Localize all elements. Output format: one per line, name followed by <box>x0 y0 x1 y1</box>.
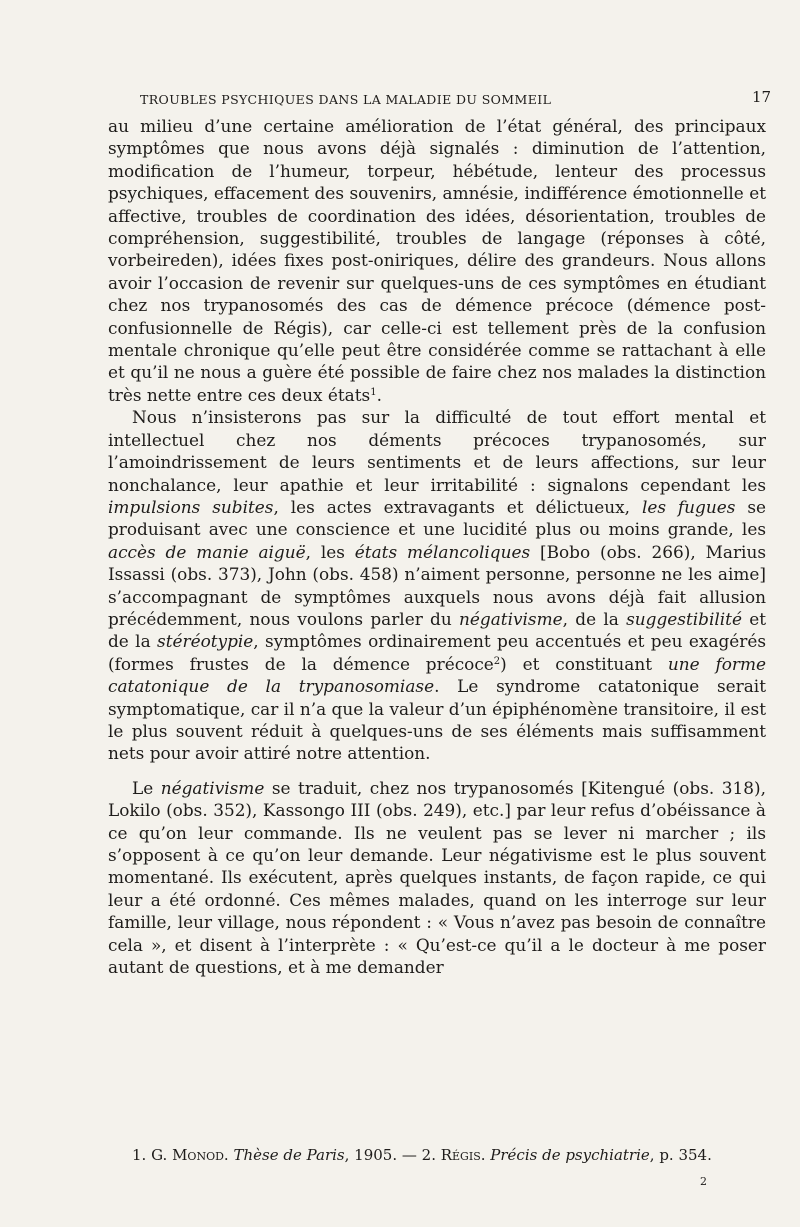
paragraph-2: Nous n’insisterons pas sur la difficulté de tout effort mental et intellectuel chez nos déments précoces trypanosomés, sur l’amoindrissement de leurs sentiments et de leurs affections, sur leur nonchalance, leur apathie et leur irritabilité : signalons cependant les impulsions subites, les actes extravagants et délictueux, les fugues se produisant avec une conscience et une lucidité plus ou moins grande, les accès de manie aiguë, les états mélancoliques [Bobo (obs. 266), Marius Issassi (obs. 373), John (obs. 458) n’aiment personne, personne ne les aime] s’accompagnant de symptômes auxquels nous avons déjà fait allusion précédemment, nous voulons parler du négativisme, de la suggestibilité et de la stéréotypie, symptômes ordinairement peu accentués et peu exagérés (formes frustes de la démence précoce$^2$) et constituant une forme catatonique de la trypanosomiase. Le syndrome catatonique serait symptomatique, car il n’a que la valeur d’un épiphénomène transitoire, il est le plus souvent réduit à quelques-uns de ses éléments mais suffisamment nets pour avoir attiré notre attention. <box>108 407 767 764</box>
paragraph-1: au milieu d’une certaine amélioration de l’état général, des principaux symptômes que nous avons déjà signalés : diminution de l’attention, modification de l’humeur, torpeur, hébétude, lenteur des processus psychiques, effacement des souvenirs, amnésie, indifférence émotionnelle et affective, troubles de coordination des idées, désorientation, troubles de compréhension, suggestibilité, troubles de langage (réponses à côté, vorbeireden), idées fixes post-oniriques, délire des grandeurs. Nous allons avoir l’occasion de revenir sur quelques-uns de ces symptômes en étudiant chez nos trypanosomés des cas de démence précoce (démence post-confusionnelle de Régis), car celle-ci est tellement près de la confusion mentale chronique qu’elle peut être considérée comme se rattachant à elle et qu’il ne nous a guère été possible de faire chez nos malades la distinction très nette entre ces deux états$^1$. <box>108 116 766 405</box>
signature-mark: 2 <box>700 1175 707 1188</box>
paragraph-3: Le négativisme se traduit, chez nos trypanosomés [Kitengué (obs. 318), Lokilo (obs. 352), Kassongo III (obs. 249), etc.] par leur refus d’obéissance à ce qu’on leur commande. Ils ne veulent pas se lever ni marcher ; ils s’opposent à ce qu’on leur demande. Leur négativisme est le plus souvent momentané. Ils exécutent, après quelques instants, de façon rapide, ce qui leur a été ordonné. Ces mêmes malades, quand on les interroge sur leur famille, leur village, nous répondent : « Vous n’avez pas besoin de connaître cela », et disent à l’interprète : « Qu’est-ce qu’il a le docteur à me poser autant de questions, et à me demander <box>108 777 766 978</box>
running-head: TROUBLES PSYCHIQUES DANS LA MALADIE DU SOMMEIL <box>140 92 552 107</box>
footnote-ref-2: 2 <box>493 655 501 667</box>
page-number: 17 <box>752 88 772 106</box>
footnote-ref-1: 1 <box>370 386 377 398</box>
body-text <box>108 115 766 978</box>
footnotes: 1. G. Monod. Thèse de Paris, 1905. — 2. Régis. Précis de psychiatrie, p. 354. <box>132 1146 712 1164</box>
